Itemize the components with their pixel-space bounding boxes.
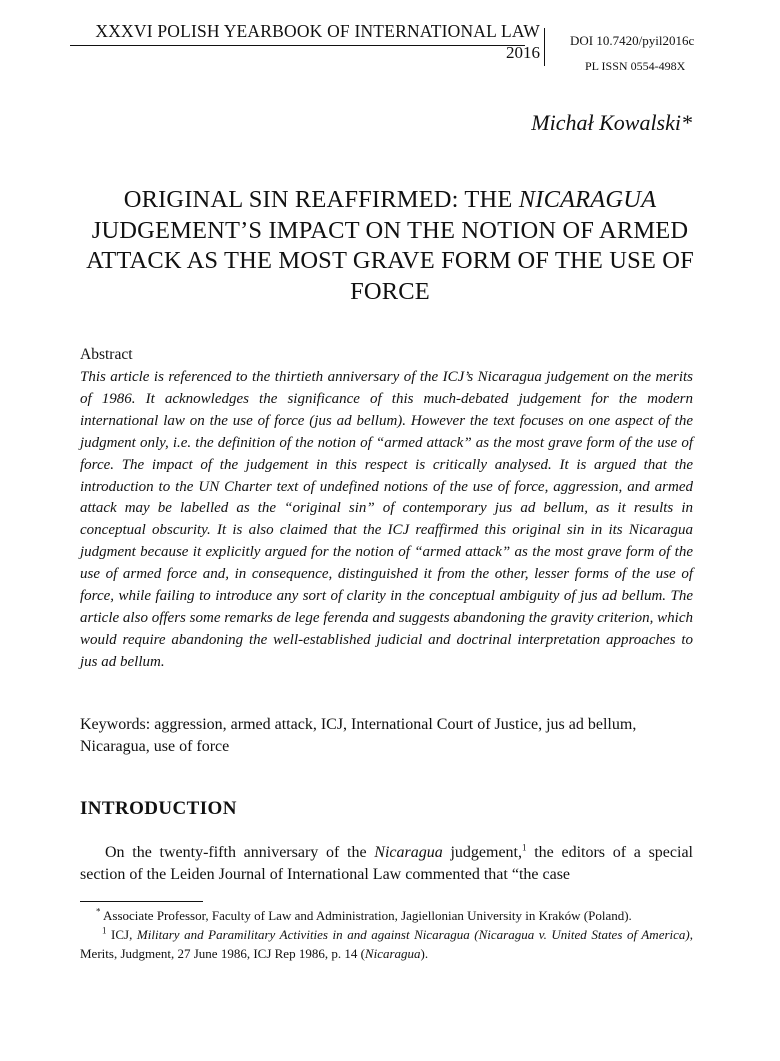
- article-title: [80, 185, 700, 307]
- footnote-rule: [80, 901, 203, 902]
- footnote-1-after: , Merits, Judgment, 27 June 1986, ICJ Rep 1986, p. 14 (: [80, 927, 693, 961]
- footnote-1-case-name: Military and Paramilitary Activities in and against Nicaragua (Nicaragua v. United States of America): [136, 927, 690, 942]
- title-part-2: JUDGEMENT’S IMPACT ON THE NOTION OF ARMED ATTACK AS THE MOST GRAVE FORM OF THE USE OF FORCE: [86, 216, 694, 305]
- intro-text-before: On the twenty-fifth anniversary of the: [105, 844, 375, 861]
- journal-year: 2016: [506, 43, 540, 62]
- title-italic-case: NICARAGUA: [518, 186, 657, 213]
- issn: PL ISSN 0554-498X: [585, 59, 686, 73]
- intro-text-after: the editors of a special section of the Leiden Journal of International Law commented that “the case: [80, 844, 693, 883]
- footnote-author: [80, 906, 693, 925]
- keywords-text: : aggression, armed attack, ICJ, International Court of Justice, jus ad bellum, Nicaragua, use of force: [80, 716, 637, 755]
- footnote-1-short-name: Nicaragua: [364, 946, 421, 961]
- doi: DOI 10.7420/pyil2016c: [570, 33, 695, 48]
- header-divider: [544, 28, 545, 66]
- title-part-1: ORIGINAL SIN REAFFIRMED: THE: [123, 186, 519, 213]
- introduction-heading: INTRODUCTION: [80, 798, 237, 819]
- abstract-heading: Abstract: [80, 346, 133, 363]
- footnote-ref-1[interactable]: 1: [522, 842, 527, 853]
- intro-italic-case: Nicaragua: [374, 844, 443, 861]
- journal-title: XXXVI POLISH YEARBOOK OF INTERNATIONAL LAW: [95, 21, 540, 41]
- footnote-star-mark: *: [96, 906, 101, 917]
- footnote-1-mark: 1: [102, 925, 107, 936]
- keywords: [80, 714, 693, 758]
- introduction-paragraph: [80, 842, 693, 886]
- footnote-1-before: ICJ,: [106, 927, 137, 942]
- intro-text-mid: judgement,: [442, 844, 522, 861]
- footnote-1-end: ).: [420, 946, 429, 961]
- author-name: Michał Kowalski*: [531, 110, 692, 135]
- footnote-star-text: Associate Professor, Faculty of Law and Administration, Jagiellonian University in Kraków (Poland).: [100, 908, 632, 923]
- keywords-label: Keywords: [80, 716, 146, 733]
- abstract-body: This article is referenced to the thirtieth anniversary of the ICJ’s Nicaragua judgement on the merits of 1986. It acknowledges the significance of this much-debated judgement for the modern international law on the use of force (jus ad bellum). However the text focuses on one aspect of the judgment only, i.e. the definition of the notion of “armed attack” as the most grave form of the use of force. The impact of the judgement in this respect is critically analysed. It is argued that the introduction to the UN Charter text of undefined notions of the use of force, aggression, and armed attack may be labelled as the “original sin” of contemporary jus ad bellum, as it results in conceptual obscurity. It is also claimed that the ICJ reaffirmed this original sin in its Nicaragua judgment because it explicitly argued for the notion of “armed attack” as the most grave form of the use of armed force and, in consequence, distinguished it from the other, lesser forms of the use of force, while failing to introduce any sort of clarity in the conceptual ambiguity of jus ad bellum. The article also offers some remarks de lege ferenda and suggests abandoning the gravity criterion, which would require abandoning the well-established judicial and doctrinal interpretation approaches to jus ad bellum.: [80, 369, 693, 670]
- footnote-1: [80, 925, 693, 963]
